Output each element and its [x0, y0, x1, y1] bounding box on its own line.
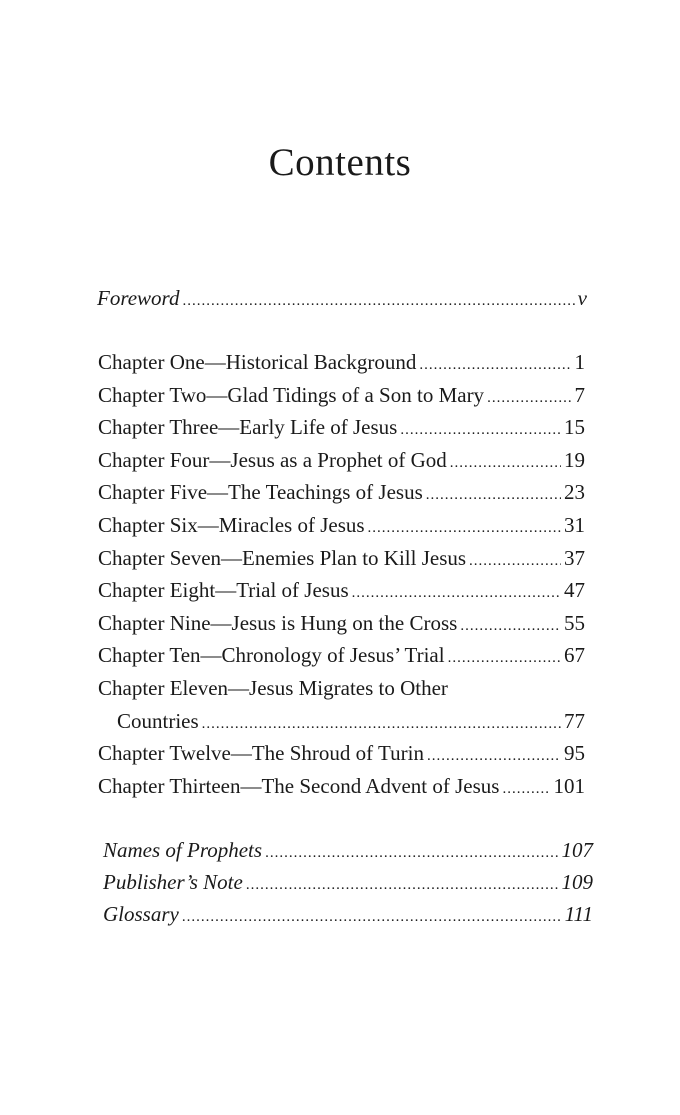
toc-entry-publishers-note[interactable] — [103, 870, 593, 902]
toc-entry-label: Chapter Twelve—The Shroud of Turin — [98, 741, 424, 766]
toc-entry-page: 67 — [564, 643, 585, 668]
toc-entry-label: Chapter Five—The Teachings of Jesus — [98, 480, 423, 505]
toc-entry-page: 37 — [564, 545, 585, 570]
dot-leader — [182, 293, 574, 310]
toc-entry-page: 55 — [564, 610, 585, 635]
toc-entry-chapter-5[interactable] — [98, 480, 585, 513]
dot-leader — [448, 650, 561, 667]
toc-entry-label: Chapter Nine—Jesus is Hung on the Cross — [98, 610, 458, 635]
toc-entry-chapter-4[interactable] — [98, 448, 585, 481]
dot-leader — [460, 618, 561, 635]
toc-entry-names-of-prophets[interactable] — [103, 838, 593, 870]
dot-leader — [426, 487, 561, 504]
toc-entry-chapter-10[interactable] — [98, 643, 585, 676]
toc-entry-page: 1 — [574, 350, 585, 374]
toc-entry-page: 107 — [561, 838, 593, 862]
toc-entry-label: Chapter Four—Jesus as a Prophet of God — [98, 447, 447, 472]
toc-entry-page: 47 — [564, 578, 585, 603]
toc-entry-chapter-11-continued[interactable] — [98, 709, 585, 742]
dot-leader — [368, 520, 561, 537]
toc-entry-chapter-11[interactable] — [98, 676, 585, 709]
page-title: Contents — [268, 141, 412, 184]
toc-entry-foreword[interactable] — [97, 286, 587, 319]
toc-entry-label: Foreword — [97, 286, 180, 310]
toc-entry-label: Chapter Ten—Chronology of Jesus’ Trial — [98, 643, 445, 668]
toc-entry-page: v — [577, 286, 587, 310]
toc-entry-page: 7 — [574, 382, 585, 407]
toc-entry-page: 95 — [564, 741, 585, 766]
toc-entry-chapter-12[interactable] — [98, 741, 585, 774]
toc-entry-label: Publisher’s Note — [103, 870, 243, 894]
toc-entry-chapter-3[interactable] — [98, 415, 585, 448]
toc-entry-label: Glossary — [103, 902, 179, 926]
toc-entry-label: Chapter Thirteen—The Second Advent of Jesus — [98, 773, 500, 798]
toc-entry-page: 15 — [564, 415, 585, 440]
dot-leader — [202, 716, 561, 733]
toc-entry-page: 101 — [553, 773, 585, 798]
dot-leader — [246, 877, 559, 894]
toc-entry-chapter-6[interactable] — [98, 513, 585, 546]
toc-entry-label: Chapter One—Historical Background — [98, 350, 417, 374]
toc-entry-label: Chapter Six—Miracles of Jesus — [98, 512, 365, 537]
toc-entry-label: Chapter Two—Glad Tidings of a Son to Mary — [98, 382, 485, 407]
dot-leader — [427, 748, 561, 765]
dot-leader — [419, 357, 571, 374]
toc-entry-chapter-1[interactable] — [98, 350, 585, 383]
toc-entry-label: Chapter Three—Early Life of Jesus — [98, 415, 398, 440]
toc-entry-label-continued: Countries — [117, 708, 199, 733]
toc-entry-label: Chapter Seven—Enemies Plan to Kill Jesus — [98, 545, 467, 570]
toc-entry-chapter-7[interactable] — [98, 546, 585, 579]
dot-leader — [487, 390, 571, 407]
toc-entry-page: 31 — [564, 512, 585, 537]
toc-entry-chapter-9[interactable] — [98, 611, 585, 644]
front-matter-list — [97, 286, 587, 319]
toc-entry-label: Names of Prophets — [103, 838, 263, 862]
dot-leader — [469, 553, 561, 570]
toc-entry-glossary[interactable] — [103, 902, 593, 934]
chapters-list — [98, 350, 585, 806]
toc-entry-page: 19 — [564, 447, 585, 472]
toc-entry-page: 111 — [564, 902, 593, 926]
back-matter-list — [103, 838, 593, 934]
dot-leader — [265, 845, 558, 862]
toc-entry-chapter-8[interactable] — [98, 578, 585, 611]
toc-entry-label: Chapter Eight—Trial of Jesus — [98, 578, 349, 603]
toc-entry-page: 109 — [561, 870, 593, 894]
toc-entry-chapter-13[interactable] — [98, 774, 585, 807]
toc-entry-page: 23 — [564, 480, 585, 505]
toc-entry-label: Chapter Eleven—Jesus Migrates to Other — [98, 675, 448, 700]
dot-leader — [400, 422, 561, 439]
dot-leader — [352, 585, 561, 602]
toc-entry-chapter-2[interactable] — [98, 383, 585, 416]
dot-leader — [182, 909, 562, 926]
dot-leader — [450, 455, 561, 472]
toc-entry-page: 77 — [564, 708, 585, 733]
dot-leader — [502, 781, 550, 798]
